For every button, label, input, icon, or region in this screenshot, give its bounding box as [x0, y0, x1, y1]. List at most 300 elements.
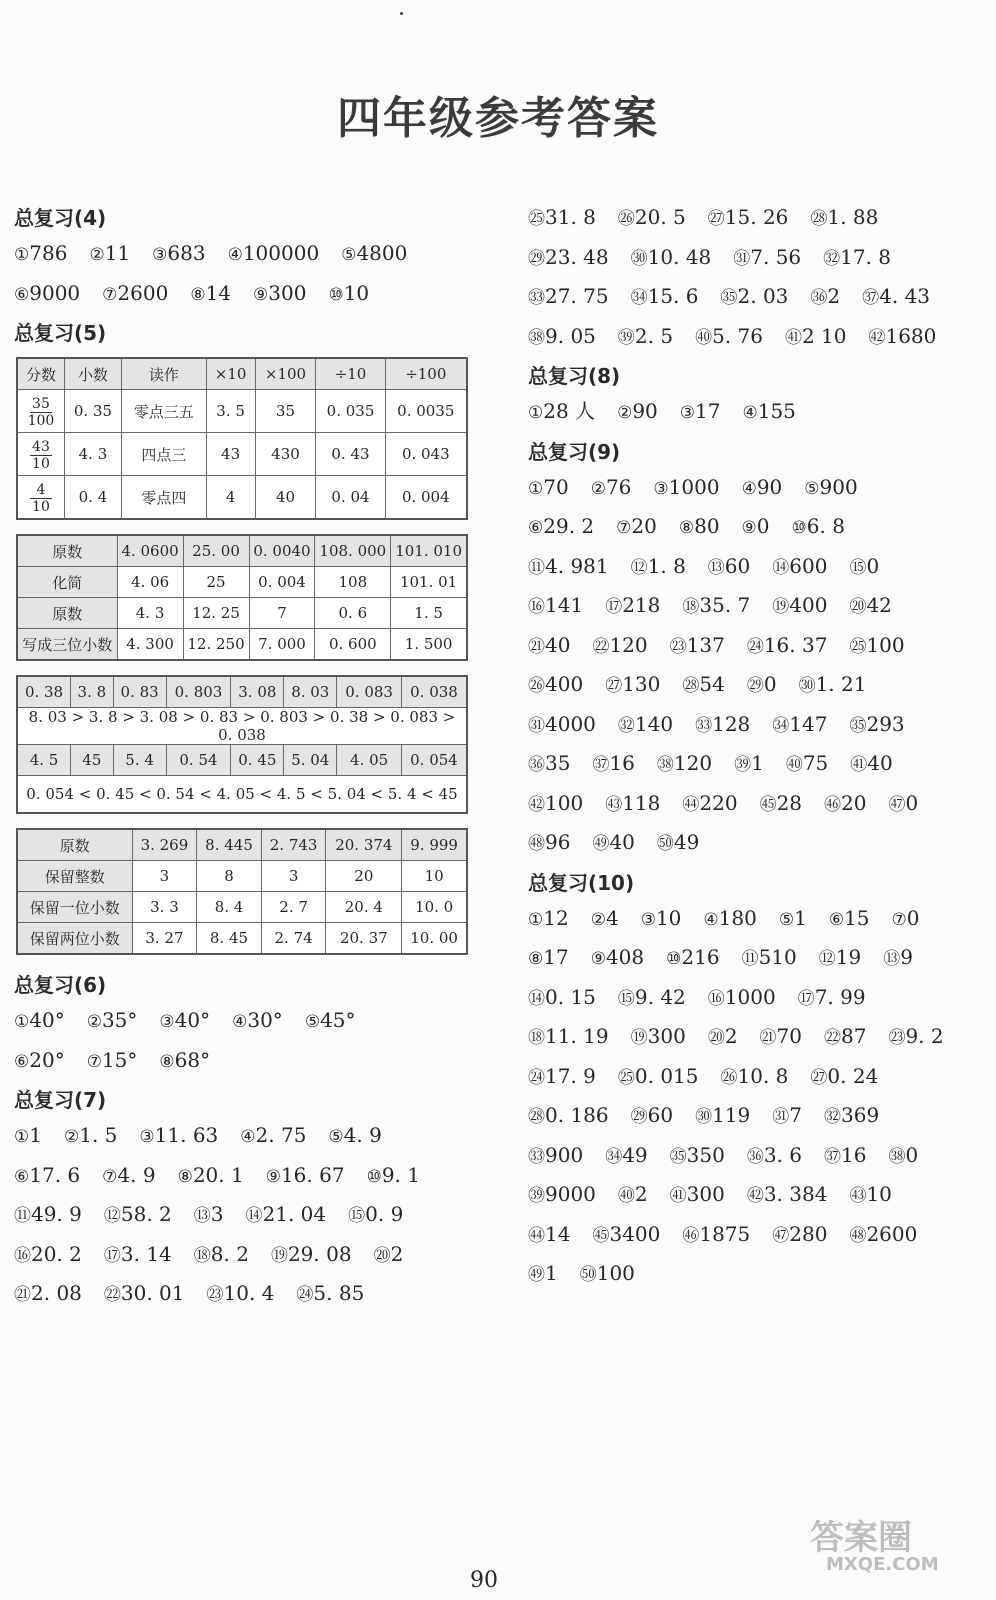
answer-number: ⑩ [328, 284, 344, 305]
answer-value: 54 [699, 672, 725, 696]
answer-number: ⑧ [528, 949, 544, 969]
answer-item [605, 665, 660, 705]
answer-value: 1 [29, 1123, 42, 1147]
answer-item [591, 938, 644, 978]
table-row [17, 629, 467, 661]
answer-value: 30° [247, 1008, 283, 1032]
table-row [17, 861, 467, 892]
answer-row [528, 705, 988, 745]
answer-item [228, 234, 320, 274]
answer-value: 20 [841, 790, 867, 815]
answer-value: 0. 9 [365, 1202, 404, 1226]
answer-value: 100 [596, 1261, 635, 1285]
answer-item [810, 1057, 878, 1097]
fraction-cell [17, 433, 64, 476]
answer-number: ⑥ [528, 518, 544, 538]
answer-value: 11. 63 [154, 1123, 219, 1147]
answer-value: 40 [867, 751, 893, 775]
answer-item [305, 1001, 356, 1041]
answer-number: ① [14, 1127, 30, 1147]
answer-number: ⑯ [707, 988, 725, 1009]
answer-number: ㊽ [849, 1225, 867, 1246]
answer-number: ㉘ [810, 209, 828, 229]
answer-value: 0. 015 [634, 1063, 699, 1088]
answer-item [819, 938, 861, 978]
answer-value: 15. 6 [647, 284, 699, 308]
answer-number: ㉙ [630, 1107, 648, 1127]
answer-number: ④ [703, 909, 719, 930]
answer-item [657, 823, 699, 863]
answer-number: ② [86, 1012, 102, 1032]
answer-item [666, 938, 719, 978]
answer-number: ㉖ [528, 676, 545, 696]
answer-number: ㊿ [656, 834, 674, 854]
answer-number: ⑪ [741, 949, 759, 969]
answer-number: ㉑ [759, 1028, 777, 1048]
answer-number: ㊵ [617, 1186, 635, 1206]
answer-value: 40 [545, 632, 571, 657]
answer-value: 600 [789, 553, 828, 578]
answer-item [657, 744, 712, 784]
table-cell: 40 [255, 476, 316, 520]
answer-item [528, 238, 609, 278]
answer-row [14, 1235, 484, 1275]
number-cell: 3. 8 [71, 676, 114, 708]
answer-number: ⑲ [630, 1028, 648, 1048]
answer-item [708, 1017, 738, 1057]
answer-value: 10 [655, 905, 682, 930]
answer-number: ⑰ [797, 988, 815, 1009]
table-cell: 7. 000 [249, 629, 315, 661]
answer-item [682, 784, 737, 824]
answer-number: ② [590, 909, 606, 930]
header-cell: ÷100 [385, 358, 467, 390]
answer-row [14, 234, 484, 274]
answer-item [528, 317, 596, 357]
denominator: 100 [27, 412, 55, 429]
answer-item [348, 1195, 403, 1235]
answer-value: 408 [605, 945, 645, 969]
answer-item [617, 392, 658, 432]
answer-number: ⑦ [891, 909, 907, 930]
section-title: 总复习(10) [528, 870, 635, 895]
answer-value: 900 [819, 474, 858, 499]
answer-number: ㊾ [528, 1265, 545, 1285]
answer-item [829, 899, 870, 939]
answer-value: 12 [543, 905, 569, 930]
header-cell: 小数 [64, 358, 121, 390]
answer-number: ⑳ [373, 1245, 391, 1266]
order-row [17, 776, 467, 814]
answer-item [695, 1096, 750, 1136]
header-cell: 8. 445 [197, 829, 262, 861]
answer-number: ③ [139, 1127, 155, 1147]
table-cell: 3. 27 [132, 923, 197, 955]
answer-value: 1. 21 [815, 672, 867, 696]
answer-value: 42 [866, 593, 892, 617]
answer-value: 683 [167, 241, 206, 265]
answer-value: 68° [174, 1047, 211, 1072]
answer-item [14, 1195, 82, 1235]
answer-number: ⑦ [102, 1166, 118, 1187]
answer-item [680, 392, 721, 432]
header-cell: 101. 010 [391, 535, 467, 567]
answer-value: 300 [647, 1024, 686, 1048]
answer-value: 1. 8 [647, 553, 686, 578]
answer-item [341, 234, 407, 274]
header-cell: 分数 [17, 358, 64, 390]
answer-item [64, 1116, 117, 1156]
answer-value: 96 [545, 830, 571, 854]
answer-number: ⑦ [86, 1051, 102, 1072]
answer-value: 10. 8 [737, 1063, 789, 1088]
answer-value: 510 [758, 945, 797, 969]
answer-number: ㊸ [849, 1186, 867, 1206]
answer-value: 1680 [885, 323, 937, 348]
answer-item [271, 1235, 352, 1275]
table-cell: 1. 5 [391, 598, 467, 629]
answer-number: ⑬ [193, 1206, 211, 1226]
answer-item [246, 1195, 327, 1235]
answer-row [528, 823, 988, 863]
answer-row [528, 1096, 988, 1136]
answer-item [528, 705, 596, 745]
answer-number: ㉞ [772, 715, 790, 736]
header-cell: ×10 [206, 358, 255, 390]
answer-row [528, 238, 988, 278]
answer-item [708, 547, 750, 587]
answer-number: ㉒ [592, 636, 610, 657]
answer-row [14, 1001, 484, 1041]
answer-number: ⑬ [707, 557, 725, 578]
table-cell: 2. 7 [261, 892, 326, 923]
table-cell: 0. 04 [316, 476, 385, 520]
answer-value: 8. 2 [210, 1241, 249, 1266]
table-cell: 4. 3 [117, 598, 183, 629]
answer-item [14, 1041, 65, 1081]
number-cell: 0. 083 [337, 676, 402, 708]
answer-number: ⑤ [304, 1012, 321, 1032]
answer-value: 20. 2 [31, 1241, 82, 1266]
answer-value: 29. 2 [543, 514, 595, 538]
answer-value: 35. 7 [699, 593, 751, 617]
answer-item [868, 317, 936, 357]
answer-item [14, 1156, 80, 1196]
answer-value: 137 [686, 632, 725, 657]
answer-row [528, 198, 988, 238]
answer-number: ㉟ [720, 288, 738, 308]
answer-value: 0. 24 [827, 1063, 879, 1088]
answer-item [190, 274, 231, 314]
answer-value: 4. 43 [879, 284, 931, 308]
table-cell: 12. 250 [183, 629, 249, 661]
answer-value: 9000 [29, 280, 81, 305]
answer-item [605, 586, 660, 626]
table-cell: 7 [249, 598, 315, 629]
number-cell: 0. 038 [402, 676, 468, 708]
number-cell: 0. 803 [166, 676, 231, 708]
answer-item [104, 1274, 185, 1314]
table-row [17, 598, 467, 629]
answer-value: 30. 01 [120, 1281, 185, 1305]
answer-row [528, 586, 988, 626]
answer-item [779, 899, 807, 939]
answer-item [772, 1215, 827, 1255]
answer-number: ① [528, 403, 544, 423]
table-cell: 20. 37 [326, 923, 402, 955]
answer-value: 15. 26 [724, 205, 789, 229]
answer-number: ④ [741, 478, 757, 499]
answer-number: ㉛ [772, 1107, 790, 1127]
answer-value: 16. 37 [763, 632, 828, 657]
answer-number: ㉗ [707, 209, 725, 229]
answer-value: 14 [545, 1221, 571, 1246]
fraction [30, 439, 52, 472]
table-cell: 8. 4 [197, 892, 262, 923]
answer-value: 218 [622, 593, 661, 617]
answer-item [528, 198, 596, 238]
answer-item [798, 978, 866, 1018]
answer-value: 147 [789, 711, 828, 736]
table-cell: 3. 3 [132, 892, 197, 923]
answer-list [14, 234, 484, 313]
answer-value: 17 [695, 399, 721, 423]
answer-value: 17. 9 [545, 1063, 596, 1088]
answer-number: ⑲ [270, 1245, 288, 1266]
answer-number: ㉖ [720, 1067, 738, 1088]
section-title: 总复习(6) [14, 973, 107, 997]
answer-item [618, 317, 673, 357]
watermark-url: MXQE.COM [826, 1554, 939, 1575]
answer-value: 216 [681, 945, 720, 969]
table-cell: 0. 043 [385, 433, 467, 476]
answer-number: ㉒ [103, 1285, 121, 1305]
answer-value: 40° [174, 1008, 211, 1032]
answer-number: ㊺ [592, 1225, 610, 1246]
answer-item [528, 744, 570, 784]
answer-row [528, 1017, 988, 1057]
answer-value: 76 [605, 474, 632, 499]
answer-row [528, 1254, 988, 1294]
table-cell: 0. 600 [315, 629, 391, 661]
page-number: 90 [470, 1568, 498, 1593]
answer-value: 10. 48 [647, 244, 712, 269]
answer-item [14, 1235, 82, 1275]
answer-number: ㊶ [784, 327, 802, 348]
answer-number: ⑯ [528, 597, 545, 617]
answer-item [618, 978, 686, 1018]
answer-value: 2. 08 [31, 1281, 82, 1305]
answer-item [747, 665, 777, 705]
answer-value: 400 [789, 593, 828, 617]
answer-number: ㉚ [630, 248, 648, 269]
table-cell: 4. 3 [64, 433, 121, 476]
answer-item [87, 1041, 138, 1081]
answer-item [240, 1116, 306, 1156]
answer-item [328, 1116, 381, 1156]
answer-item [14, 1116, 42, 1156]
order-row [17, 708, 467, 745]
answer-item [849, 1175, 891, 1215]
header-cell: 原数 [17, 829, 132, 861]
answer-value: 118 [622, 790, 661, 815]
number-cell: 5. 04 [284, 745, 337, 776]
answer-value: 293 [866, 711, 905, 736]
answer-value: 9. 05 [545, 323, 596, 348]
answer-value: 786 [29, 241, 68, 265]
answer-value: 0 [756, 514, 770, 538]
answer-number: ㉜ [823, 248, 841, 269]
answer-item [734, 744, 764, 784]
answer-value: 20° [29, 1047, 65, 1072]
answer-item [528, 1215, 570, 1255]
table-cell: 4. 300 [117, 629, 183, 661]
answer-number: ⑤ [804, 478, 820, 499]
answer-row [528, 626, 988, 666]
answer-value: 1. 5 [79, 1123, 118, 1147]
answer-value: 9. 1 [381, 1162, 420, 1187]
number-cell: 0. 38 [17, 676, 71, 708]
answer-value: 220 [699, 790, 738, 815]
header-cell: 9. 999 [402, 829, 467, 861]
table-cell: 8 [197, 861, 262, 892]
answer-row [528, 277, 988, 317]
answer-item [772, 547, 827, 587]
answer-row [528, 1136, 988, 1176]
answer-item [194, 1195, 224, 1235]
answer-item [592, 823, 634, 863]
answer-number: ㉗ [605, 676, 623, 696]
order-cell: 0. 054 < 0. 45 < 0. 54 < 4. 05 < 4. 5 < 5. 04 < 5. 4 < 45 [17, 776, 467, 814]
answer-value: 21. 04 [262, 1202, 327, 1226]
answer-value: 60 [724, 553, 751, 578]
answer-value: 3 [210, 1202, 224, 1226]
table-cell: 四点三 [121, 433, 206, 476]
answer-value: 49 [673, 830, 700, 854]
answer-item [528, 392, 595, 432]
answer-item [528, 507, 594, 547]
answer-item [528, 823, 570, 863]
answer-item [528, 938, 569, 978]
answer-item [631, 277, 699, 317]
answer-value: 10. 4 [223, 1281, 275, 1305]
answer-value: 1. 88 [827, 205, 879, 229]
answer-item [695, 705, 750, 745]
answer-number: ㉘ [682, 676, 700, 696]
answer-number: ㊾ [592, 834, 610, 854]
answer-number: ⑯ [14, 1245, 31, 1266]
denominator: 10 [32, 455, 50, 472]
answer-item [824, 1096, 879, 1136]
answer-item [253, 274, 306, 314]
answer-item [580, 1254, 635, 1294]
answer-number: ㊳ [656, 755, 674, 775]
answer-value: 58. 2 [120, 1202, 172, 1226]
answer-value: 27. 75 [545, 284, 609, 308]
answer-item [631, 238, 712, 278]
row-label-cell: 保留一位小数 [17, 892, 132, 923]
answer-value: 49 [622, 1142, 648, 1167]
answer-number: ㉕ [617, 1067, 635, 1088]
answer-number: ㊹ [528, 1225, 545, 1246]
answer-value: 155 [757, 399, 796, 423]
answer-number: ㊷ [528, 794, 545, 815]
table-header-row [17, 829, 467, 861]
answer-value: 11. 19 [545, 1024, 609, 1048]
answer-value: 0. 15 [545, 984, 596, 1009]
answer-item [14, 274, 80, 314]
answer-item [792, 507, 845, 547]
answer-value: 2600 [117, 280, 169, 305]
fraction-decimal-table [16, 357, 468, 520]
answer-item [528, 665, 583, 705]
answer-value: 2. 75 [255, 1123, 307, 1147]
answer-item [159, 1001, 210, 1041]
answer-number: ⑫ [818, 949, 836, 969]
answer-value: 10 [866, 1182, 892, 1206]
table-cell: 43 [206, 433, 255, 476]
answer-number: ㊼ [772, 1225, 790, 1246]
answer-value: 10 [343, 280, 370, 305]
answer-row [528, 317, 988, 357]
answer-value: 35° [101, 1008, 138, 1032]
answer-value: 4000 [545, 711, 596, 736]
answer-number: ㊸ [605, 794, 623, 815]
answer-number: ㊷ [868, 327, 886, 348]
answer-number: ㊻ [824, 794, 842, 815]
answer-item [328, 274, 369, 314]
number-row [17, 676, 467, 708]
answer-value: 2 [390, 1241, 404, 1266]
table-cell: 10 [402, 861, 467, 892]
answer-value: 80 [694, 514, 720, 538]
answer-item [194, 1235, 249, 1275]
answer-list [528, 198, 988, 356]
answer-value: 3. 6 [763, 1142, 802, 1167]
table-row [17, 390, 467, 433]
answer-value: 45° [320, 1008, 356, 1032]
answer-item [721, 277, 789, 317]
page-title: 四年级参考答案 [337, 93, 659, 144]
answer-number: ⑨ [741, 518, 757, 538]
row-label-cell: 保留两位小数 [17, 923, 132, 955]
answer-number: ㊴ [617, 327, 635, 348]
answer-item [605, 784, 660, 824]
answer-number: ㊹ [682, 794, 700, 815]
answer-number: ㊶ [850, 755, 868, 775]
answer-item [178, 1156, 244, 1196]
answer-item [104, 1235, 172, 1275]
number-cell: 4. 05 [337, 745, 402, 776]
answer-number: ⑰ [103, 1245, 121, 1266]
answer-value: 31. 8 [545, 205, 596, 229]
answer-value: 900 [545, 1142, 584, 1167]
answer-item [703, 899, 756, 939]
answer-number: ㉔ [746, 636, 764, 657]
answer-value: 70 [776, 1024, 802, 1048]
answer-item [772, 586, 827, 626]
speck [400, 12, 403, 15]
header-cell: 20. 374 [326, 829, 402, 861]
answer-item [528, 978, 596, 1018]
answer-item [747, 1175, 828, 1215]
answer-number: ⑭ [528, 988, 545, 1009]
answer-item [708, 198, 789, 238]
answer-value: 14 [205, 280, 232, 305]
answer-number: ⑧ [190, 284, 206, 305]
answer-item [888, 784, 918, 824]
answer-value: 100 [545, 790, 584, 815]
